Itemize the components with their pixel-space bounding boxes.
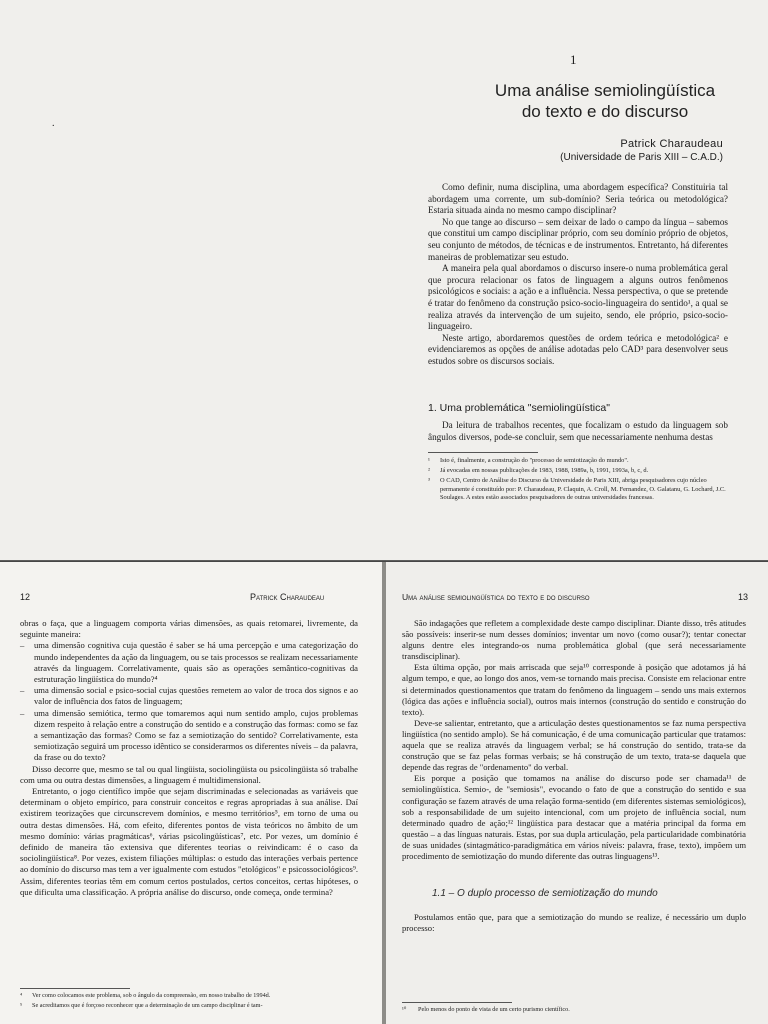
chapter-title (480, 80, 730, 122)
page-number-left: 12 (20, 592, 31, 602)
footnote: ¹ Isto é, finalmente, a construção do "processo de semiotização do mundo". (428, 457, 629, 464)
footnotes-left (20, 992, 360, 1012)
footnote-divider (20, 988, 130, 989)
title-line-1: Uma análise semiolingüística (494, 81, 716, 100)
section-text (428, 420, 728, 443)
paragraph: Disso decorre que, mesmo se tal ou qual lingüista, sociolingüista ou psicolingüista só trabalhe com uma ou outra destas dimensões, a linguagem é multidimensional. (20, 763, 358, 785)
paragraph: Da leitura de trabalhos recentes, que focalizam o estudo da linguagem sob ângulos diversos, pode-se concluir, sem que necessariamente nenhuma destas (428, 420, 728, 442)
intro-text (428, 182, 728, 368)
paragraph: Entretanto, o jogo científico impõe que sejam discriminadas e selecionadas as variáveis que determinam o objeto empírico, para construir conceitos e regras apropriadas à sua análise. Daí existirem teorizações que circunscrevem domínios, e mesmo territórios⁵, em torno de uma ou outra destas dimensões. Há, com efeito, diferentes pontos de vista teóricos no âmbito de um mesmo domínio: várias pragmáticas⁶, várias psicolingüísticas⁷, etc. Por vezes, um domínio é definido de maneira tão extensiva que diferentes teorias o reivindicam: é o caso da sociolingüística⁸. Por vezes, existem filiações múltiplas: o estudo das interações verbais pertence ao domínio do discurso mas tem a ver igualmente com estudos "etológicos" e psicossociológicos⁹. Assim, diferentes teorias têm em comum certos postulados, certos conceitos, certas hipóteses, o que dificulta uma classificação. A própria análise do discurso, onde começa, onde termina? (20, 786, 358, 897)
paragraph: No que tange ao discurso – sem deixar de lado o campo da língua – sabemos que constitui um campo disciplinar próprio, com seu domínio próprio de objetos, seu conjunto de métodos, de técnicas e de instrumentos. Entretanto, há diferentes maneiras de problematizar seu estudo. (428, 216, 728, 262)
section-heading: 1. Uma problemática "semiolingüística" (428, 402, 610, 414)
running-head-left: Patrick Charaudeau (250, 592, 325, 602)
right-page-text (402, 618, 746, 862)
list-item: – uma dimensão cognitiva cuja questão é saber se há uma percepção e uma categorização do mundo independentes da ação da linguagem, ou se tais processos se realizam necessariamente através da linguagem. Correlativamente, quais são as operações semântico-cognitivas da estruturação lingüística do mundo?⁴ (20, 640, 358, 685)
author-affiliation: (Universidade de Paris XIII – C.A.D.) (560, 152, 723, 163)
footnote: ⁴ Ver como colocamos este problema, sob o ângulo da compreensão, em nosso trabalho de 1994d. (20, 992, 271, 999)
list-item: – uma dimensão semiótica, termo que tomaremos aqui num sentido amplo, cujos problemas dizem respeito à relação entre a construção do sentido e a construção das formas: como se faz a semantização das formas? Como se faz a semiotização do sentido? Correlativamente, esta semiotização seguirá um processo idêntico se considerarmos os diferentes níveis – da palavra, da frase ou do texto? (20, 707, 358, 763)
page-number-right: 13 (738, 592, 749, 602)
footnote: ⁵ Se acreditamos que é forçoso reconhecer que a determinação de um campo disciplinar é tam- (20, 1002, 263, 1009)
margin-mark: . (52, 118, 55, 129)
footnote: ³ O CAD, Centro de Análise do Discurso da Universidade de Paris XIII, abriga pesquisadores cujo núcleo permanente é constituído por: P. Charaudeau, P. Claquin, A. Croll, M. Fernandez, O. Galatanu, G. Lochard, J.C. Soulages. A estes estão associados pesquisadores de outras universidades francesas. (428, 477, 726, 501)
paragraph: Deve-se salientar, entretanto, que a articulação destes questionamentos se faz numa perspectiva lingüística (no sentido amplo). Se há comunicação, é de uma comunicação particular que tratamos: aquela que se realiza através da linguagem verbal; se há construção do sentido, trata-se da construção que se faz pelas formas verbais; se há construção de um texto, trata-se daquela que depende das regras de "ordenamento" do verbal. (402, 717, 746, 773)
footnote: ² Já evocadas em nossas publicações de 1983, 1988, 1989a, b, 1991, 1993a, b, c, d. (428, 467, 649, 475)
paragraph: São indagações que refletem a complexidade deste campo disciplinar. Diante disso, três atitudes são possíveis: inserir-se num desses domínios; inventar um novo (como ousar?); tentar conectar alguns dentre eles integrando-os numa problemática global (que será necessariamente transdisciplinar). (402, 618, 746, 662)
subsection-heading: 1.1 – O duplo processo de semiotização do mundo (432, 888, 658, 899)
paragraph: Neste artigo, abordaremos questões de ordem teórica e metodológica² e evidenciaremos as opções de análise adotadas pelo CAD³ para desenvolver seus estudos sobre os discursos sociais. (428, 332, 728, 366)
author-name: Patrick Charaudeau (620, 138, 723, 150)
paragraph: Eis porque a posição que tomamos na análise do discurso pode ser chamada¹¹ de semiolingüística. Semio-, de "semiosis", evocando o fato de que a construção do sentido e sua configuração se fazem através de uma relação forma-sentido (em diferentes sistemas semiológicos), sob a responsabilidade de um sujeito intencional, com um projeto de influência social, num determinado quadro de ação;¹² lingüística para destacar que a matéria principal da forma em questão – a das línguas naturais. Estas, por sua dupla articulação, pela particularidade combinatória de suas unidades (sintagmático-paradigmática em vários níveis: palavra, frase, texto), impõem um procedimento de semiotização do mundo diferente das outras linguagens¹³. (402, 773, 746, 861)
left-page-text (20, 618, 358, 898)
footnotes (428, 457, 728, 504)
paragraph: Como definir, numa disciplina, uma abordagem específica? Constituiria tal abordagem uma corrente, um sub-domínio? Seria teórica ou metodológica? Estaria situada ainda no mesmo campo disciplinar? (428, 182, 728, 216)
list-item: – uma dimensão social e psico-social cujas questões remetem ao valor de troca dos signos e ao valor de influência dos fatos de linguagem; (20, 685, 358, 707)
footnotes-right (402, 1006, 746, 1016)
paragraph: Esta última opção, por mais arriscada que seja¹⁰ corresponde à posição que adotamos já há algum tempo, e que, ao longo dos anos, vem-se tornando mais precisa. Consiste em relacionar entre si determinados questionamentos que tratam do fenômeno da linguagem – sendo uns mais externos (lógica das ações e influência social), outros mais internos (construção do sentido e construção do texto). (402, 662, 746, 717)
paragraph: A maneira pela qual abordamos o discurso insere-o numa problemática geral que procura relacionar os fatos de linguagem a alguns outros fenômenos psicológicos e sociais: a ação e a influência. Nessa perspectiva, o que se pretende é tratar do fenômeno da construção psico-socio-linguageira do sentido¹, a qual se realiza através da intervenção de um sujeito, sendo, ele próprio, psico-socio-linguageiro. (428, 263, 728, 332)
footnote-divider (428, 452, 538, 453)
chapter-number: 1 (570, 52, 577, 67)
title-line-2: do texto e do discurso (521, 102, 689, 121)
running-head-right: Uma análise semiolingüística do texto e do discurso (402, 592, 590, 602)
paragraph: obras o faça, que a linguagem comporta várias dimensões, as quais retomarei, livremente, da seguinte maneira: (20, 618, 358, 640)
footnote: ¹⁰ Pelo menos do ponto de vista de um certo purismo científico. (402, 1006, 570, 1013)
subsection-text (402, 912, 746, 934)
paragraph: Postulamos então que, para que a semiotização do mundo se realize, é necessário um duplo processo: (402, 912, 746, 934)
footnote-divider (402, 1002, 512, 1003)
